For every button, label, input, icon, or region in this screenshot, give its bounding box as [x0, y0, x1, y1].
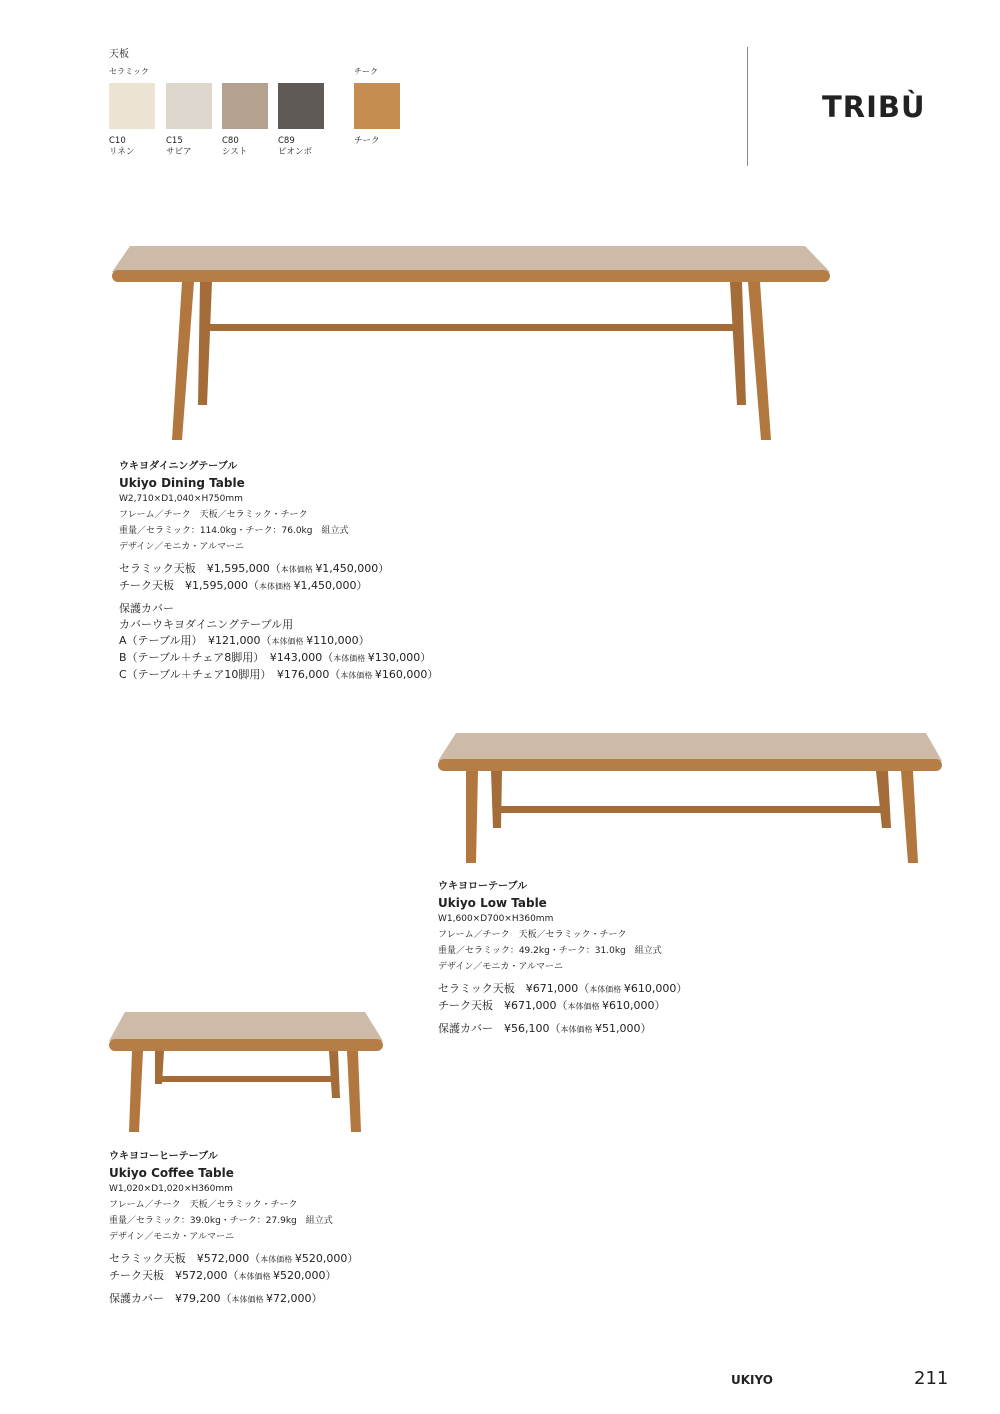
- swatch-teak: [354, 83, 400, 129]
- product-weight: 重量／セラミック：49.2kg・チーク：31.0kg 組立式: [438, 946, 662, 956]
- brand-logo: TRIBÙ: [822, 90, 926, 124]
- page-number: 211: [914, 1368, 949, 1389]
- dining-table-image: [110, 240, 835, 450]
- swatch-c80: [222, 83, 268, 129]
- top-heading: 天板: [109, 49, 129, 60]
- product-material: フレーム／チーク 天板／セラミック・チーク: [438, 930, 627, 940]
- teak-label: チーク: [354, 67, 378, 76]
- cover-price: 保護カバー ¥56,100（本体価格 ¥51,000）: [438, 1022, 652, 1035]
- footer-series: UKIYO: [731, 1373, 773, 1387]
- product-material: フレーム／チーク 天板／セラミック・チーク: [119, 510, 308, 520]
- product-name-en: Ukiyo Low Table: [438, 896, 547, 910]
- low-table-image: [436, 728, 946, 868]
- swatch-c15: [166, 83, 212, 129]
- product-material: フレーム／チーク 天板／セラミック・チーク: [109, 1200, 298, 1210]
- product-size: W2,710×D1,040×H750mm: [119, 494, 243, 504]
- swatch-c89: [278, 83, 324, 129]
- price-line: セラミック天板 ¥572,000（本体価格 ¥520,000）: [109, 1252, 359, 1265]
- cover-price: 保護カバー ¥79,200（本体価格 ¥72,000）: [109, 1292, 323, 1305]
- cover-title: 保護カバー: [119, 602, 174, 615]
- product-designer: デザイン／モニカ・アルマーニ: [438, 962, 564, 972]
- product-name-jp: ウキヨダイニングテーブル: [119, 461, 238, 472]
- product-designer: デザイン／モニカ・アルマーニ: [109, 1232, 235, 1242]
- product-size: W1,020×D1,020×H360mm: [109, 1184, 233, 1194]
- swatch-label: C10 リネン: [109, 136, 135, 157]
- price-line: チーク天板 ¥671,000（本体価格 ¥610,000）: [438, 999, 666, 1012]
- product-low-table: [438, 879, 687, 1038]
- swatch-label: C80 シスト: [222, 136, 248, 157]
- cover-subtitle: カバーウキヨダイニングテーブル用: [119, 618, 294, 631]
- swatch-label: チーク: [354, 136, 380, 146]
- product-dining-table: [119, 459, 438, 684]
- price-line: チーク天板 ¥572,000（本体価格 ¥520,000）: [109, 1269, 337, 1282]
- price-line: チーク天板 ¥1,595,000（本体価格 ¥1,450,000）: [119, 579, 368, 592]
- price-line: セラミック天板 ¥671,000（本体価格 ¥610,000）: [438, 982, 688, 995]
- product-weight: 重量／セラミック：114.0kg・チーク：76.0kg 組立式: [119, 526, 349, 536]
- cover-price: C（テーブル＋チェア10脚用） ¥176,000（本体価格 ¥160,000）: [119, 668, 439, 681]
- coffee-table-image: [107, 1008, 387, 1136]
- product-name-en: Ukiyo Coffee Table: [109, 1166, 234, 1180]
- swatch-c10: [109, 83, 155, 129]
- cover-price: A（テーブル用） ¥121,000（本体価格 ¥110,000）: [119, 634, 370, 647]
- product-name-en: Ukiyo Dining Table: [119, 476, 245, 490]
- product-weight: 重量／セラミック：39.0kg・チーク：27.9kg 組立式: [109, 1216, 333, 1226]
- swatch-label: C89 ピオンボ: [278, 136, 313, 157]
- product-name-jp: ウキヨローテーブル: [438, 881, 528, 892]
- product-designer: デザイン／モニカ・アルマーニ: [119, 542, 245, 552]
- product-coffee-table: [109, 1149, 358, 1308]
- product-size: W1,600×D700×H360mm: [438, 914, 554, 924]
- ceramic-label: セラミック: [109, 67, 149, 76]
- product-name-jp: ウキヨコーヒーテーブル: [109, 1151, 218, 1162]
- divider: [747, 47, 748, 166]
- price-line: セラミック天板 ¥1,595,000（本体価格 ¥1,450,000）: [119, 562, 390, 575]
- swatch-label: C15 サビア: [166, 136, 192, 157]
- cover-price: B（テーブル＋チェア8脚用） ¥143,000（本体価格 ¥130,000）: [119, 651, 432, 664]
